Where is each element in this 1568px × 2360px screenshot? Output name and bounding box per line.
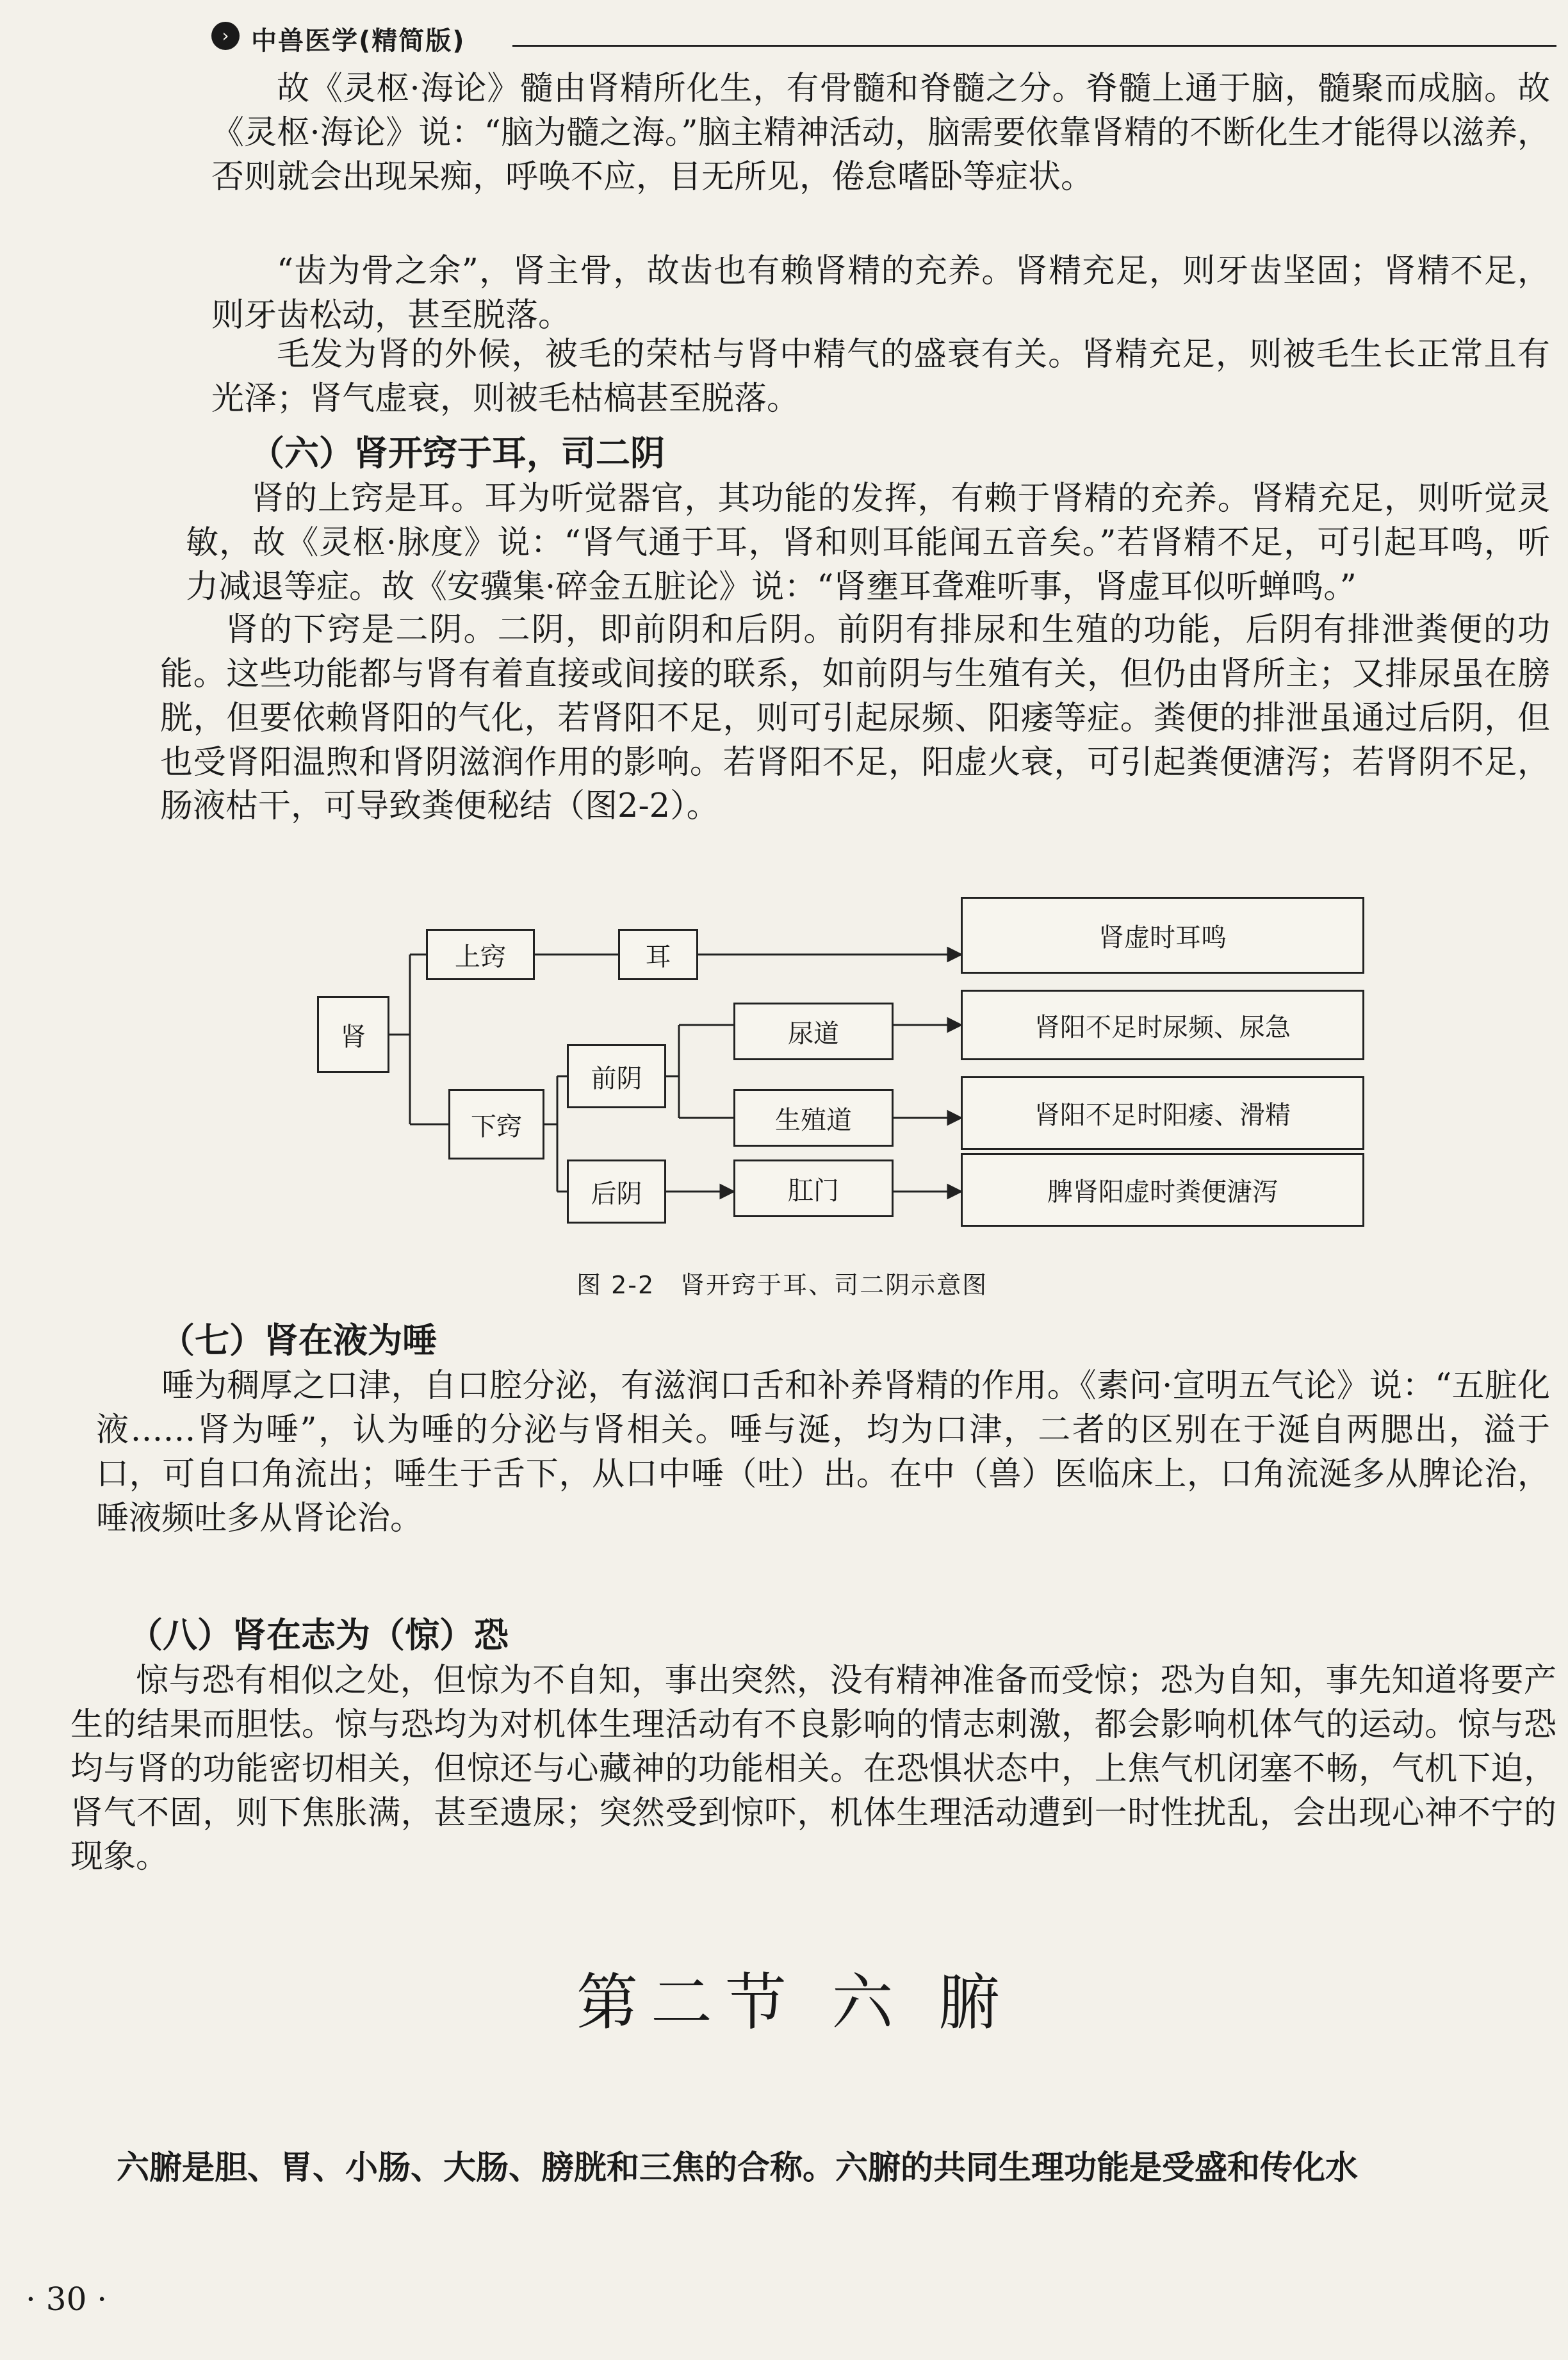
book-title: 中兽医学(精简版) <box>251 26 466 56</box>
diagram-node-back-yin: 后阴 <box>567 1160 666 1224</box>
diagram-node-genital-result: 肾阳不足时阳痿、滑精 <box>961 1076 1364 1150</box>
diagram-node-upper-orifice: 上窍 <box>426 929 535 980</box>
heading-ear-orifices: （六）肾开窍于耳，司二阴 <box>250 433 665 473</box>
paragraph-saliva: 唾为稠厚之口津，自口腔分泌，有滋润口舌和补养肾精的作用。《素问·宣明五气论》说：“五脏化液……肾为唾”，认为唾的分泌与肾相关。唾与涎，均为口津，二者的区别在于涎自两腮出，溢于口，可自口角流出；唾生于舌下，从口中唾（吐）出。在中（兽）医临床上，口角流涎多从脾论治，唾液频吐多从肾论治。 <box>96 1367 1550 1537</box>
diagram-node-ear-result: 肾虚时耳鸣 <box>961 897 1364 974</box>
paragraph-two-yin: 肾的下窍是二阴。二阴，即前阴和后阴。前阴有排尿和生殖的功能，后阴有排泄粪便的功能。这些功能都与肾有着直接或间接的联系，如前阴与生殖有关，但仍由肾所主；又排尿虽在膀胱，但要依赖肾阳的气化，若肾阳不足，则可引起尿频、阳痿等症。粪便的排泄虽通过后阴，但也受肾阳温煦和肾阴滋润作用的影响。若肾阳不足，阳虚火衰，可引起粪便溏泻；若肾阴不足，肠液枯干，可导致粪便秘结（图2-2）。 <box>160 611 1550 826</box>
diagram-node-anus: 肛门 <box>733 1160 894 1217</box>
paragraph-six-fu: 六腑是胆、胃、小肠、大肠、膀胱和三焦的合称。六腑的共同生理功能是受盛和传化水 <box>117 2149 1359 2187</box>
diagram-node-lower-orifice: 下窍 <box>448 1089 544 1160</box>
paragraph-ear: 肾的上窍是耳。耳为听觉器官，其功能的发挥，有赖于肾精的充养。肾精充足，则听觉灵敏，故《灵枢·脉度》说：“肾气通于耳，肾和则耳能闻五音矣。”若肾精不足，可引起耳鸣，听力减退等症。故《安骥集·碎金五脏论》说：“肾壅耳聋难听事，肾虚耳似听蝉鸣。” <box>186 480 1550 606</box>
diagram-node-urethra: 尿道 <box>733 1003 894 1060</box>
page-number: · 30 · <box>26 2281 108 2318</box>
diagram-node-front-yin: 前阴 <box>567 1044 666 1108</box>
diagram-node-kidney: 肾 <box>317 996 389 1073</box>
diagram-node-ear: 耳 <box>618 929 698 980</box>
paragraph-teeth: “齿为骨之余”，肾主骨，故齿也有赖肾精的充养。肾精充足，则牙齿坚固；肾精不足，则牙齿松动，甚至脱落。 <box>211 252 1550 334</box>
figure-caption: 图 2-2 肾开窍于耳、司二阴示意图 <box>576 1271 988 1299</box>
paragraph-fear: 惊与恐有相似之处，但惊为不自知，事出突然，没有精神准备而受惊；恐为自知，事先知道将要产生的结果而胆怯。惊与恐均为对机体生理活动有不良影响的情志刺激，都会影响机体气的运动。惊与恐均与肾的功能密切相关，但惊还与心藏神的功能相关。在恐惧状态中，上焦气机闭塞不畅，气机下迫，肾气不固，则下焦胀满，甚至遗尿；突然受到惊吓，机体生理活动遭到一时性扰乱，会出现心神不宁的现象。 <box>70 1662 1556 1876</box>
diagram-node-urethra-result: 肾阳不足时尿频、尿急 <box>961 990 1364 1060</box>
paragraph-brain-marrow: 故《灵枢·海论》髓由肾精所化生，有骨髓和脊髓之分。脊髓上通于脑，髓聚而成脑。故《灵枢·海论》说：“脑为髓之海。”脑主精神活动，脑需要依靠肾精的不断化生才能得以滋养，否则就会出现呆痴，呼唤不应，目无所见，倦怠嗜卧等症状。 <box>211 70 1550 196</box>
chevron-right-icon: › <box>211 22 240 50</box>
diagram-node-genital-tract: 生殖道 <box>733 1089 894 1147</box>
paragraph-hair: 毛发为肾的外候，被毛的荣枯与肾中精气的盛衰有关。肾精充足，则被毛生长正常且有光泽；肾气虚衰，则被毛枯槁甚至脱落。 <box>211 336 1550 418</box>
heading-saliva: （七）肾在液为唾 <box>160 1320 437 1361</box>
section-title: 第二节 六 腑 <box>576 1967 1013 2038</box>
diagram-node-anus-result: 脾肾阳虚时粪便溏泻 <box>961 1153 1364 1227</box>
heading-fear: （八）肾在志为（惊）恐 <box>128 1615 509 1655</box>
